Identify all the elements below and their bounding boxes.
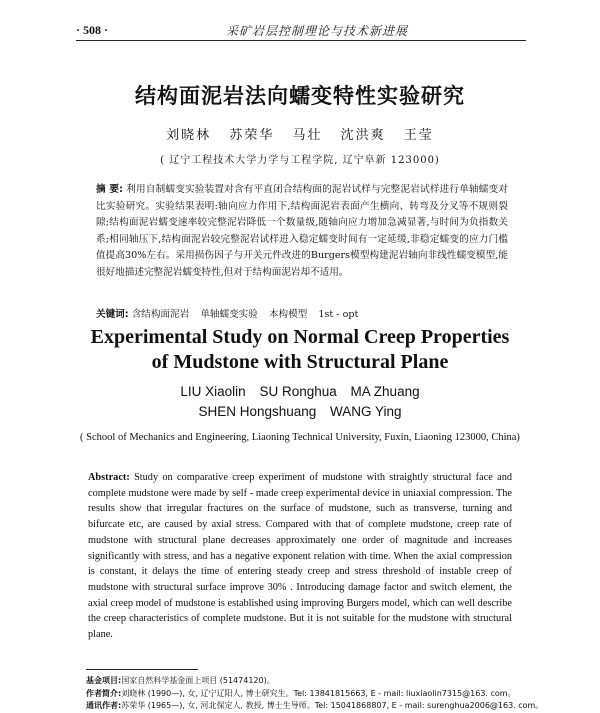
footnote-label: 基金项目: bbox=[86, 676, 122, 685]
chinese-keywords bbox=[96, 306, 508, 320]
english-title-line: of Mudstone with Structural Plane bbox=[151, 351, 449, 373]
english-title bbox=[0, 325, 600, 375]
header-rule bbox=[76, 40, 526, 41]
keyword: 本构模型 bbox=[268, 309, 308, 320]
english-author: SU Ronghua bbox=[259, 384, 337, 399]
english-author: SHEN Hongshuang bbox=[198, 404, 317, 419]
chinese-abstract-label: 摘 要: bbox=[96, 184, 123, 195]
footnote-label: 通讯作者: bbox=[86, 701, 122, 710]
chinese-author: 苏荣华 bbox=[229, 128, 275, 143]
chinese-title: 结构面泥岩法向蠕变特性实验研究 bbox=[135, 84, 465, 108]
english-abstract bbox=[88, 470, 512, 643]
footnotes bbox=[86, 675, 544, 713]
chinese-affiliation: ( 辽宁工程技术大学力学与工程学院, 辽宁阜新 123000) bbox=[160, 155, 440, 166]
english-author: WANG Ying bbox=[330, 404, 402, 419]
chinese-author: 刘晓林 bbox=[166, 128, 212, 143]
english-abstract-text: Study on comparative creep experiment of mudstone with straightly structural face and complete mudstone were made by self - made creep experimental device in uniaxial compression. The results show that irregular fractures on the surface of mudstone, such as transverse, turning and bifurcate etc, are caused by axial stress. Compared with that of complete mudstone, creep rate of mudstone with structural plane decreases approximately one order of magnitude and increases significantly with stress, and has a negative exponent relation with time. When the axial compression is constant, it delays the time of entering steady creep and stress threshold of instable creep of mudstone with structural surface improve 30% . Introducing damage factor and switch element, the axial creep model of mudstone is established using improving Burgers model, which can well describe the creep characteristics of complete mudstone. But it is not suitable for the mudstone with structural plane. bbox=[88, 472, 512, 641]
footnote-text: 国家自然科学基金面上项目 (51474120)。 bbox=[121, 676, 275, 685]
chinese-abstract-text: 利用自制蠕变实验装置对含有平直闭合结构面的泥岩试样与完整泥岩试样进行单轴蠕变对比实验研究。实验结果表明:轴向应力作用下,结构面泥岩表面产生横向、转弯及分叉等不规则裂隙;结构面泥岩蠕变速率较完整泥岩降低一个数量级,随轴向应力增加急减显著,与时间为负指数关系;相同轴压下,结构面泥岩较完整泥岩试样进入稳定蠕变时间有一定延缓,非稳定蠕变的应力门槛值提高30%左右。采用损伤因子与开关元件改进的Burgers模型构建泥岩轴向非线性蠕变模型,能很好地描述完整泥岩蠕变特性,但对于结构面泥岩却不适用。 bbox=[96, 184, 508, 278]
footnote-corresponding-author bbox=[86, 700, 544, 713]
chinese-author: 沈洪爽 bbox=[340, 128, 386, 143]
english-authors bbox=[0, 382, 600, 422]
chinese-author: 马壮 bbox=[292, 128, 323, 143]
footnote-label: 作者简介: bbox=[86, 688, 122, 698]
chinese-authors bbox=[0, 124, 600, 143]
english-title-line: Experimental Study on Normal Creep Properties bbox=[90, 326, 510, 348]
keyword: 单轴蠕变实验 bbox=[200, 309, 258, 320]
footnote-author-bio bbox=[86, 688, 516, 701]
chinese-abstract bbox=[96, 182, 508, 281]
running-header bbox=[76, 20, 526, 42]
keywords-label: 关键词: bbox=[96, 309, 129, 320]
chinese-author: 王莹 bbox=[403, 128, 434, 143]
journal-title: 采矿岩层控制理论与技术新进展 bbox=[226, 24, 409, 38]
english-author: MA Zhuang bbox=[350, 384, 420, 399]
footnote-text: 苏荣华 (1965—), 女, 河北保定人, 教授, 博士生导师。Tel: 15041868807, E - mail: surenghua2006@163. com。 bbox=[121, 701, 544, 710]
english-affiliation: ( School of Mechanics and Engineering, Liaoning Technical University, Fuxin, Liaoning 123000, China) bbox=[80, 432, 520, 443]
keyword: 1st - opt bbox=[318, 309, 359, 320]
footnote-rule bbox=[86, 669, 198, 670]
page-number: · 508 · bbox=[76, 23, 109, 37]
keyword: 含结构面泥岩 bbox=[131, 309, 190, 320]
footnote-funding bbox=[86, 675, 516, 688]
english-author: LIU Xiaolin bbox=[180, 384, 246, 399]
footnote-text: 刘晓林 (1990—), 女, 辽宁辽阳人, 博士研究生。Tel: 13841815663, E - mail: liuxiaolin7315@163. com。 bbox=[121, 688, 516, 698]
english-abstract-label: Abstract: bbox=[88, 472, 130, 483]
